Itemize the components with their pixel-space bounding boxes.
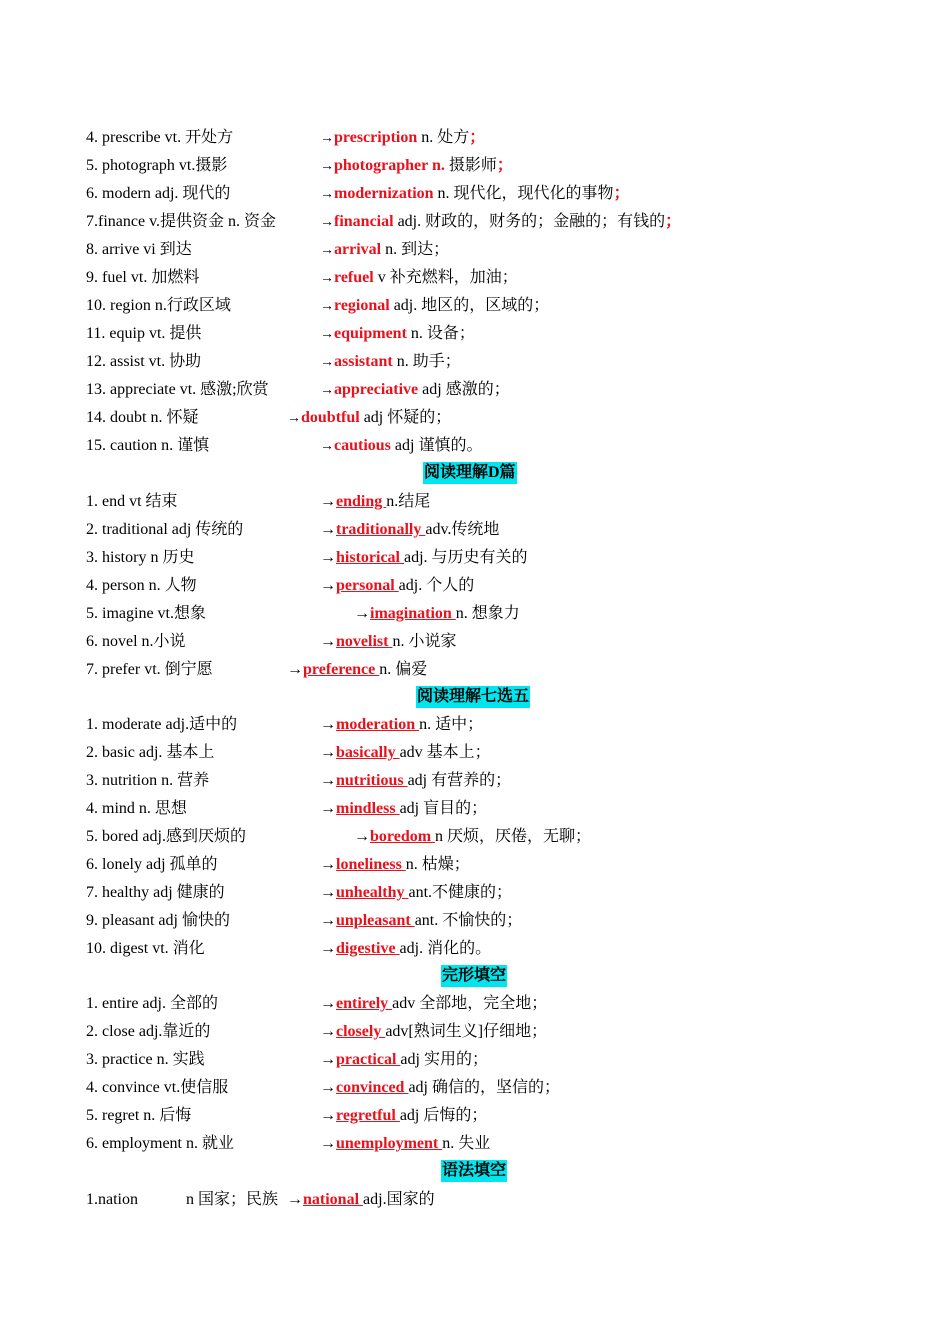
vocab-row (86, 992, 886, 1016)
arrow-icon: → (287, 411, 301, 426)
arrow-icon: → (320, 884, 336, 901)
derived-word: modernization (334, 185, 434, 202)
section-heading: 阅读理解七选五 (416, 686, 530, 708)
derived-word: practical (336, 1051, 401, 1068)
gloss: n. 现代化，现代化的事物 (433, 185, 614, 202)
section-heading: 完形填空 (441, 965, 507, 987)
vocab-row (86, 797, 886, 821)
arrow-icon: → (287, 661, 303, 678)
gloss: adj. 个人的 (398, 577, 475, 594)
gloss: adj.国家的 (363, 1191, 435, 1208)
vocab-row (86, 658, 886, 682)
vocab-row (86, 406, 886, 430)
vocab-row (86, 853, 886, 877)
base-word: 14. doubt n. 怀疑 (86, 409, 199, 426)
derived-word: prescription (334, 129, 418, 146)
base-word: 2. traditional adj 传统的 (86, 521, 244, 538)
base-word: 1. end vt 结束 (86, 493, 178, 510)
gloss: n. 处方 (417, 129, 470, 146)
base-word: 8. arrive vi 到达 (86, 241, 192, 258)
vocab-row (86, 1132, 886, 1156)
base-word: 12. assist vt. 协助 (86, 353, 202, 370)
arrow-icon: → (320, 1079, 336, 1096)
vocab-row (86, 322, 886, 346)
vocab-row (86, 154, 886, 178)
base-word: 7. healthy adj 健康的 (86, 884, 225, 901)
gloss: n. 助手； (392, 353, 461, 370)
gloss: adv 全部地，完全地； (392, 995, 548, 1012)
vocab-row (86, 1048, 886, 1072)
vocab-row (86, 490, 886, 514)
gloss: adj 谨慎的。 (390, 437, 483, 454)
derived-word: loneliness (336, 856, 406, 873)
derived-word: unhealthy (336, 884, 409, 901)
derived-word: arrival (334, 241, 382, 258)
arrow-icon: → (287, 1191, 303, 1208)
vocab-row (86, 825, 886, 849)
gloss: ant. 不愉快的； (414, 912, 523, 929)
vocab-row (86, 378, 886, 402)
base-word: 9. pleasant adj 愉快的 (86, 912, 230, 929)
base-word: 7. prefer vt. 倒宁愿 (86, 661, 213, 678)
derived-word: appreciative (334, 381, 419, 398)
gloss: adj 确信的，坚信的； (408, 1079, 561, 1096)
gloss: n. 想象力 (455, 605, 520, 622)
gloss: n.结尾 (386, 493, 431, 510)
vocab-row (86, 518, 886, 542)
section-heading: 语法填空 (441, 1160, 507, 1182)
gloss: adj 后悔的； (399, 1107, 488, 1124)
arrow-icon: → (354, 605, 370, 622)
vocab-row (86, 546, 886, 570)
derived-word: novelist (336, 633, 393, 650)
vocab-row (86, 1020, 886, 1044)
derived-word: personal (336, 577, 399, 594)
vocab-row (86, 182, 886, 206)
gloss: adj. 消化的。 (399, 940, 492, 957)
tail: ； (469, 129, 486, 146)
arrow-icon: → (320, 521, 336, 538)
vocab-row (86, 1188, 886, 1212)
derived-word: cautious (334, 437, 391, 454)
base-word: 3. history n 历史 (86, 549, 195, 566)
derived-word: digestive (336, 940, 400, 957)
vocab-row (86, 574, 886, 598)
arrow-icon: → (320, 1135, 336, 1152)
base-word: 3. practice n. 实践 (86, 1051, 205, 1068)
arrow-icon: → (320, 131, 334, 146)
gloss: adj. 与历史有关的 (404, 549, 528, 566)
base-word: 10. region n.行政区域 (86, 297, 231, 314)
base-word: 1. entire adj. 全部的 (86, 995, 218, 1012)
gloss: adv.传统地 (425, 521, 500, 538)
arrow-icon: → (320, 856, 336, 873)
vocab-row (86, 434, 886, 458)
arrow-icon: → (320, 716, 336, 733)
arrow-icon: → (320, 1107, 336, 1124)
vocab-row (86, 769, 886, 793)
vocab-row (86, 266, 886, 290)
base-word: 1.nation (86, 1191, 138, 1208)
derived-word: mindless (336, 800, 400, 817)
vocab-row (86, 937, 886, 961)
arrow-icon: → (320, 493, 336, 510)
arrow-icon: → (320, 1051, 336, 1068)
base-word: 4. mind n. 思想 (86, 800, 187, 817)
arrow-icon: → (320, 159, 334, 174)
base-word: 6. lonely adj 孤单的 (86, 856, 218, 873)
base-word: 2. close adj.靠近的 (86, 1023, 211, 1040)
gloss: n. 小说家 (392, 633, 457, 650)
derived-word: boredom (370, 828, 436, 845)
derived-word: basically (336, 744, 400, 761)
derived-word: doubtful (301, 409, 360, 426)
arrow-icon: → (320, 577, 336, 594)
gloss: 摄影师 (444, 157, 497, 174)
gloss: adv 基本上； (399, 744, 491, 761)
gloss: adj 有营养的； (407, 772, 512, 789)
gloss: adj 盲目的； (399, 800, 488, 817)
arrow-icon: → (320, 299, 334, 314)
vocab-row (86, 909, 886, 933)
derived-word: traditionally (336, 521, 426, 538)
base-word: 2. basic adj. 基本上 (86, 744, 215, 761)
base-word: 5. regret n. 后悔 (86, 1107, 192, 1124)
arrow-icon: → (320, 271, 334, 286)
gloss: adj. 财政的，财务的；金融的；有钱的 (393, 213, 666, 230)
derived-word: convinced (336, 1079, 409, 1096)
derived-word: ending (336, 493, 387, 510)
vocab-row (86, 210, 886, 234)
arrow-icon: → (320, 995, 336, 1012)
derived-word: assistant (334, 353, 393, 370)
gloss: adj 怀疑的； (359, 409, 452, 426)
base-word: 4. person n. 人物 (86, 577, 197, 594)
base-word: 13. appreciate vt. 感激;欣赏 (86, 381, 269, 398)
vocab-row (86, 350, 886, 374)
derived-word: entirely (336, 995, 393, 1012)
arrow-icon: → (320, 744, 336, 761)
gloss: n. 适中； (419, 716, 484, 733)
derived-word: unemployment (336, 1135, 443, 1152)
derived-word: unpleasant (336, 912, 415, 929)
base-word: 7.finance v.提供资金 n. 资金 (86, 213, 277, 230)
arrow-icon: → (320, 940, 336, 957)
tail: ； (496, 157, 513, 174)
base-word: 1. moderate adj.适中的 (86, 716, 238, 733)
base-word: 6. employment n. 就业 (86, 1135, 234, 1152)
arrow-icon: → (320, 327, 334, 342)
arrow-icon: → (320, 549, 336, 566)
arrow-icon: → (320, 772, 336, 789)
arrow-icon: → (354, 828, 370, 845)
base-word: 11. equip vt. 提供 (86, 325, 202, 342)
gloss: adj. 地区的，区域的； (389, 297, 550, 314)
gloss: v 补充燃料，加油； (373, 269, 518, 286)
tail: ； (665, 213, 682, 230)
derived-word: moderation (336, 716, 420, 733)
derived-word: regretful (336, 1107, 400, 1124)
gloss: n 厌烦，厌倦，无聊； (435, 828, 592, 845)
arrow-icon: → (320, 1023, 336, 1040)
gloss: n. 到达； (381, 241, 450, 258)
derived-word: historical (336, 549, 404, 566)
base-word: 15. caution n. 谨慎 (86, 437, 210, 454)
tail: ； (613, 185, 630, 202)
arrow-icon: → (320, 912, 336, 929)
vocab-row (86, 238, 886, 262)
vocab-row (86, 294, 886, 318)
derived-word: regional (334, 297, 390, 314)
derived-word: preference (303, 661, 380, 678)
vocab-row (86, 881, 886, 905)
derived-word: photographer n. (334, 157, 445, 174)
vocab-row (86, 126, 886, 150)
arrow-icon: → (320, 383, 334, 398)
arrow-icon: → (320, 800, 336, 817)
arrow-icon: → (320, 187, 334, 202)
gloss: ant.不健康的； (408, 884, 513, 901)
derived-word: closely (336, 1023, 386, 1040)
gloss: adv[熟词生义]仔细地； (385, 1023, 548, 1040)
gloss: n. 失业 (442, 1135, 491, 1152)
base-word: 4. convince vt.使信服 (86, 1079, 229, 1096)
vocab-row (86, 602, 886, 626)
arrow-icon: → (320, 355, 334, 370)
section-heading: 阅读理解D篇 (423, 462, 517, 484)
derived-word: equipment (334, 325, 407, 342)
gloss: adj 感激的； (418, 381, 510, 398)
arrow-icon: → (320, 633, 336, 650)
vocab-row (86, 713, 886, 737)
base-word: 10. digest vt. 消化 (86, 940, 205, 957)
vocab-row (86, 630, 886, 654)
gloss: adj 实用的； (400, 1051, 488, 1068)
gloss: n. 偏爱 (379, 661, 428, 678)
gloss: n. 枯燥； (405, 856, 470, 873)
base-word: 9. fuel vt. 加燃料 (86, 269, 200, 286)
vocab-row (86, 741, 886, 765)
derived-word: financial (334, 213, 394, 230)
arrow-icon: → (320, 243, 334, 258)
base-word: 5. bored adj.感到厌烦的 (86, 828, 246, 845)
arrow-icon: → (320, 439, 334, 454)
derived-word: nutritious (336, 772, 408, 789)
base-word: 6. novel n.小说 (86, 633, 186, 650)
meaning: n 国家；民族 (186, 1191, 279, 1208)
vocab-row (86, 1104, 886, 1128)
derived-word: imagination (370, 605, 456, 622)
base-word: 3. nutrition n. 营养 (86, 772, 210, 789)
vocab-row (86, 1076, 886, 1100)
gloss: n. 设备； (406, 325, 475, 342)
arrow-icon: → (320, 215, 334, 230)
derived-word: national (303, 1191, 364, 1208)
base-word: 6. modern adj. 现代的 (86, 185, 231, 202)
base-word: 5. photograph vt.摄影 (86, 157, 228, 174)
base-word: 5. imagine vt.想象 (86, 605, 206, 622)
base-word: 4. prescribe vt. 开处方 (86, 129, 234, 146)
derived-word: refuel (334, 269, 374, 286)
